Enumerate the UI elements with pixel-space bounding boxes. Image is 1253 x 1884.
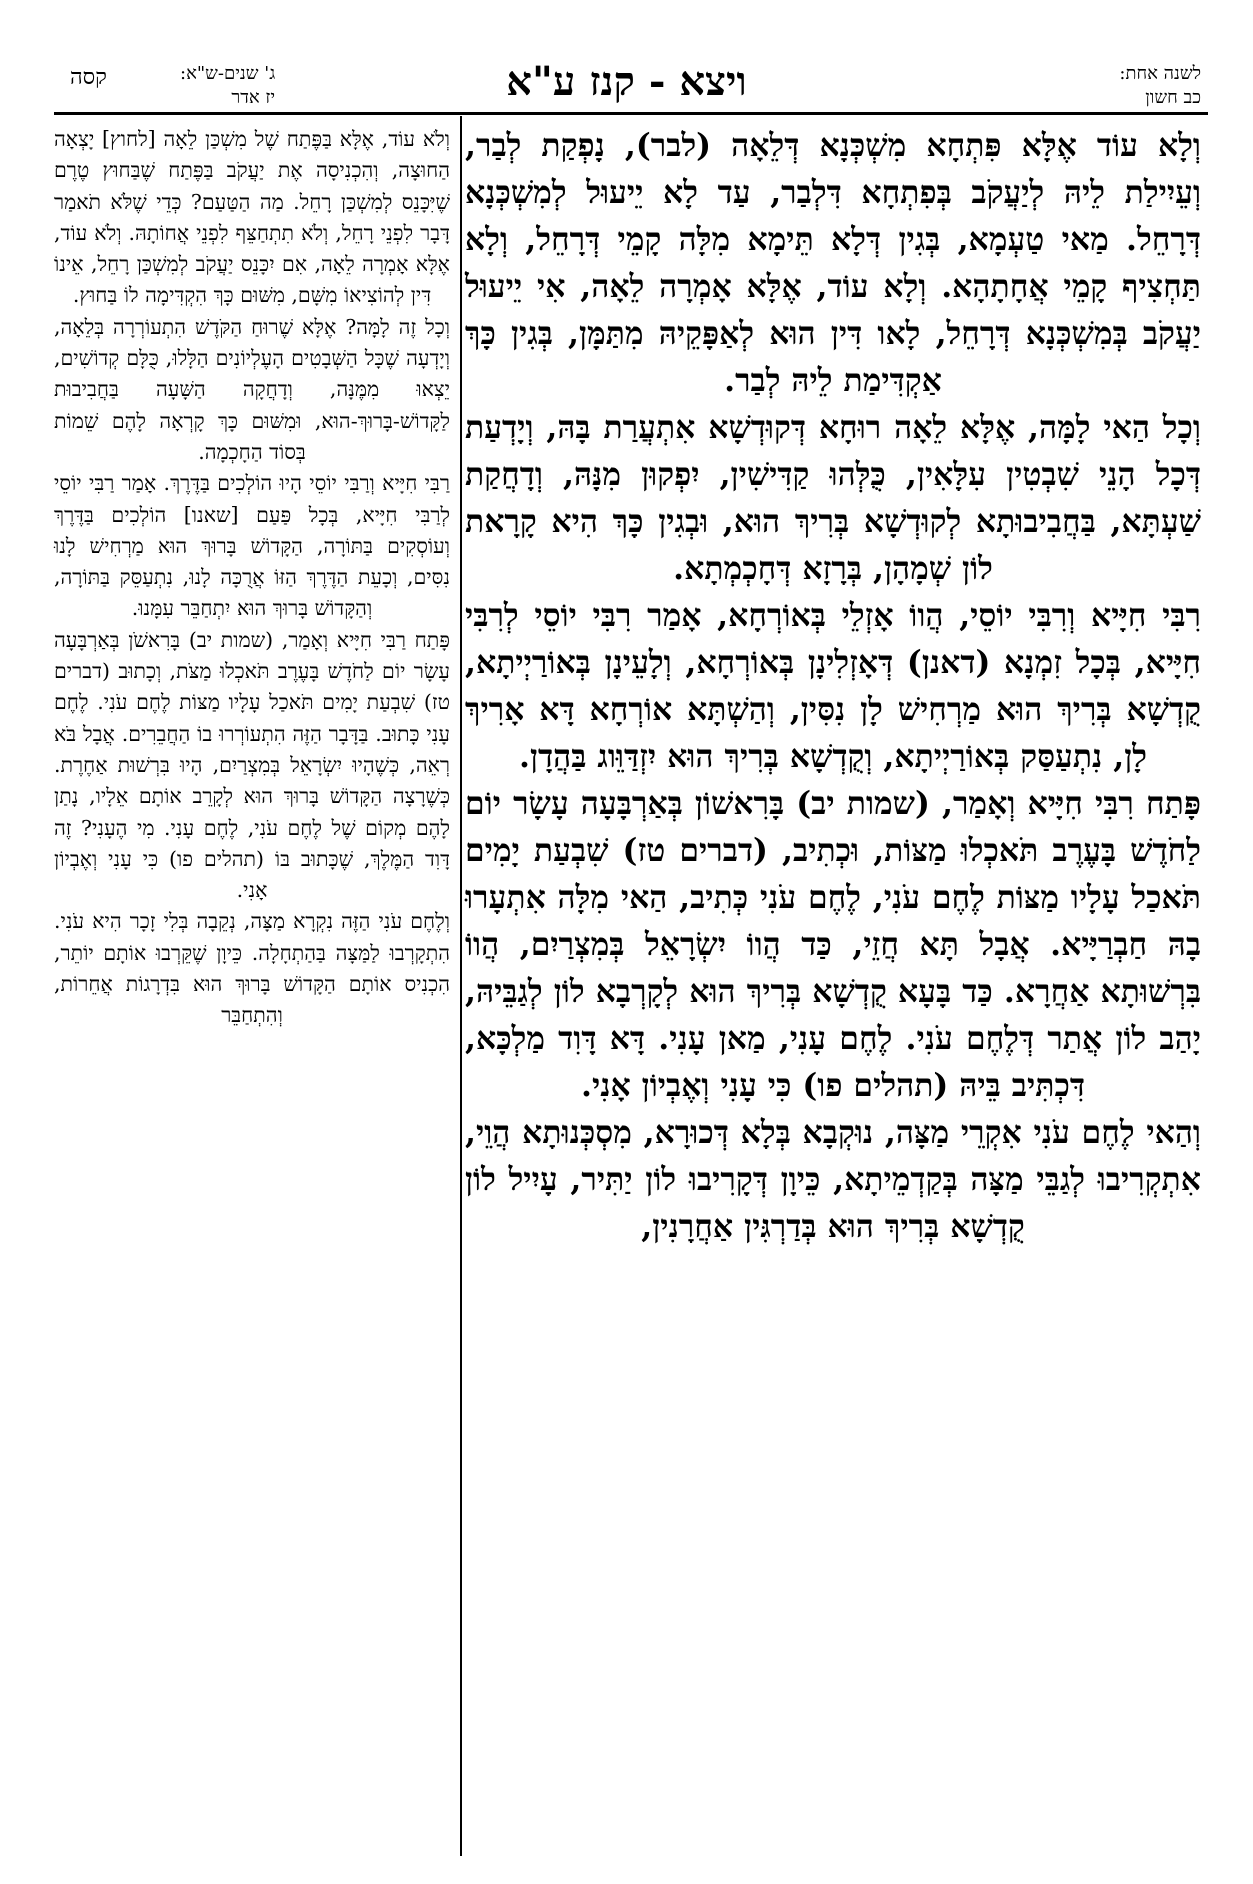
side-paragraph: פָּתַח רַבִּי חִיָּיא וְאָמַר, (שמות יב) בָּרִאשֹׁן בְּאַרְבָּעָה עָשָׂר יוֹם לַחֹדֶשׁ בָּעֶרֶב תֹּאכְלוּ מַצֹּת, וְכָתוּב (דברים טז) שִׁבְעַת יָמִים תֹּאכַל עָלָיו מַצּוֹת לֶחֶם עֹנִי. לֶחֶם עָנִי כָּתוּב. בַּדָּבָר הַזֶּה הִתְעוֹרְרוּ בוֹ הַחֲבֵרִים. אֲבָל בֹּא רְאֵה, כְּשֶׁהָיוּ יִשְׂרָאֵל בְּמִצְרַיִם, הָיוּ בִּרְשׁוּת אַחֶרֶת. כְּשֶׁרָצָה הַקָּדוֹשׁ בָּרוּךְ הוּא לְקָרֵב אוֹתָם אֵלָיו, נָתַן לָהֶם מְקוֹם שֶׁל לֶחֶם עֹנִי, לֶחֶם עָנִי. מִי הֶעָנִי? זֶה דָּוִד הַמֶּלֶךְ, שֶׁכָּתוּב בּוֹ (תהלים פו) כִּי עָנִי וְאֶבְיוֹן אָנִי.	[54, 627, 450, 903]
header-left-dates	[180, 62, 275, 110]
main-paragraph: רִבִּי חִיָּיא וְרִבִּי יוֹסֵי, הֲווֹ אָזְלֵי בְּאוֹרְחָא, אָמַר רִבִּי יוֹסֵי לְרִבִּי חִיָּיא, בְּכָל זִמְנָא (דאנן) דְּאָזְלִינָן בְּאוֹרְחָא, וְלָעֵינָן בְּאוֹרַיְיתָא, קֻדְשָׁא בְּרִיךְ הוּא מַרְחִישׁ לָן נִסִּין, וְהַשְׁתָּא אוֹרְחָא דָּא אָרִיךְ לָן, נִתְעַסַּק בְּאוֹרַיְיתָא, וְקֻדְשָׁא בְּרִיךְ הוּא יִזְדַּוֵּוג בַּהֲדָן.	[465, 597, 1201, 775]
main-paragraph: וְכָל הַאי לָמָּה, אֶלָּא לֵאָה רוּחָא דְּקוּדְשָׁא אִתְעֲרַת בָּהּ, וְיָדְעַת דְּכָל הָנֵי שִׁבְטִין עִלָּאִין, כֻּלְּהוּ קַדִּישִׁין, יִפְקוּן מִנָּהּ, וְדָחֲקַת שַׁעְתָּא, בַּחֲבִיבוּתָא לְקוּדְשָׁא בְּרִיךְ הוּא, וּבְגִין כָּךְ הִיא קָרָאת לוֹן שְׁמָהָן, בְּרָזָא דְּחָכְמְתָא.	[465, 409, 1201, 587]
header-rule	[54, 112, 1208, 115]
side-paragraph: וְכָל זֶה לָמָּה? אֶלָּא שֶׁרוּחַ הַקֹּדֶשׁ הִתְעוֹרְרָה בְּלֵאָה, וְיָדְעָה שֶׁכָּל הַשְּׁבָטִים הָעֶלְיוֹנִים הַלָּלוּ, כֻּלָּם קְדוֹשִׁים, יֵצְאוּ מִמֶּנָּה, וְדָחֲקָה הַשָּׁעָה בַּחֲבִיבוּת לַקָּדוֹשׁ-בָּרוּךְ-הוּא, וּמִשּׁוּם כָּךְ קָרְאָה לָהֶם שֵׁמוֹת בְּסוֹד הַחָכְמָה.	[54, 314, 450, 464]
main-paragraph: וְלָא עוֹד אֶלָּא פִּתְחָא מִשְׁכְּנָא דְּלֵאָה (לבר), נָפְקַת לְבַר, וְעֵיִילַת לֵיהּ לְיַעֲקֹב בְּפִתְחָא דִּלְבַר, עַד לָא יֵיעוּל לְמִשְׁכְּנָא דְּרָחֵל. מַאי טַעְמָא, בְּגִין דְּלָא תֵּימָא מִלָּה קָמֵי דְּרָחֵל, וְלָא תַּחְצִיף קָמֵי אֲחָתָהָא. וְלָא עוֹד, אֶלָּא אָמְרָה לֵאָה, אִי יֵיעוּל יַעֲקֹב בְּמִשְׁכְּנָא דְּרָחֵל, לָאו דִּין הוּא לְאַפָּקֵיהּ מִתַּמָּן, בְּגִין כָּךְ אַקְדִּימַת לֵיהּ לְבַר.	[465, 127, 1201, 399]
header-three-years-label: ג' שנים-ש"א:	[180, 63, 276, 84]
main-aramaic-column	[465, 122, 1201, 1250]
side-paragraph: וְלֶחֶם עֹנִי הַזֶּה נִקְרָא מַצָּה, נְקֵבָה בְּלִי זָכָר הִיא עֹנִי. הִתְקָרְבוּ לַמַּצָּה בַּהַתְחָלָה. כֵּיוָן שֶׁקֵּרְבוּ אוֹתָם יוֹתֵר, הִכְנִיס אוֹתָם הַקָּדוֹשׁ בָּרוּךְ הוּא בִּדְרָגוֹת אֲחֵרוֹת, וְהִתְחַבֵּר	[54, 909, 450, 1028]
page-folio: קסה	[70, 65, 107, 90]
header-one-year-date: כב חשון	[1145, 87, 1201, 108]
column-divider	[460, 116, 462, 1856]
side-paragraph: רַבִּי חִיָּיא וְרַבִּי יוֹסֵי הָיוּ הוֹלְכִים בַּדֶּרֶךְ. אָמַר רַבִּי יוֹסֵי לְרַבִּי חִיָּיא, בְּכָל פַּעַם [שאנו] הוֹלְכִים בַּדֶּרֶךְ וְעוֹסְקִים בַּתּוֹרָה, הַקָּדוֹשׁ בָּרוּךְ הוּא מַרְחִישׁ לָנוּ נִסִּים, וְכָעֵת הַדֶּרֶךְ הַזּוֹ אֲרֻכָּה לָנוּ, נִתְעַסֵּק בַּתּוֹרָה, וְהַקָּדוֹשׁ בָּרוּךְ הוּא יִתְחַבֵּר עִמָּנוּ.	[54, 471, 450, 621]
page-title: ויצא - קנז ע"א	[506, 58, 747, 105]
header-three-years-date: יז אדר	[231, 87, 276, 108]
page-header	[0, 58, 1253, 118]
header-one-year-label: לשנה אחת:	[1119, 63, 1201, 84]
main-paragraph: פָּתַח רִבִּי חִיָּיא וְאָמַר, (שמות יב) בָּרִאשׁוֹן בְּאַרְבָּעָה עָשָׂר יוֹם לַחֹדֶשׁ בָּעֶרֶב תֹּאכְלוּ מַצּוֹת, וּכְתִיב, (דברים טז) שִׁבְעַת יָמִים תֹּאכַל עָלָיו מַצּוֹת לֶחֶם עֹנִי, לֶחֶם עֹנִי כְּתִיב, הַאי מִלָּה אִתְעָרוּ בָהּ חַבְרַיָּיא. אֲבָל תָּא חֲזֵי, כַּד הֲווֹ יִשְׂרָאֵל בְּמִצְרַיִם, הֲווֹ בִּרְשׁוּתָא אַחֲרָא. כַּד בָּעָא קֻדְשָׁא בְּרִיךְ הוּא לְקָרְבָא לוֹן לְגַבֵּיהּ, יָהַב לוֹן אֲתַר דְּלֶחֶם עֹנִי. לֶחֶם עָנִי, מַאן עָנִי. דָּא דָּוִד מַלְכָּא, דִּכְתִּיב בֵּיהּ (תהלים פו) כִּי עָנִי וְאֶבְיוֹן אָנִי.	[465, 785, 1201, 1104]
side-hebrew-translation-column	[54, 124, 450, 1032]
main-paragraph: וְהַאי לֶחֶם עֹנִי אִקְרֵי מַצָּה, נוּקְבָא בְּלָא דְּכוּרָא, מִסְכְּנוּתָא הֲוֵי, אִתְקְרִיבוּ לְגַבֵּי מַצָּה בְּקַדְמֵיתָא, כֵּיוָן דְּקָרִיבוּ לוֹן יַתִּיר, עָיִיל לוֹן קֻדְשָׁא בְּרִיךְ הוּא בְּדַרְגִּין אַחֲרָנִין,	[465, 1114, 1201, 1245]
side-paragraph: וְלֹא עוֹד, אֶלָּא בַּפֶּתַח שֶׁל מִשְׁכַּן לֵאָה [לחוץ] יָצְאָה הַחוּצָה, וְהִכְנִיסָה אֶת יַעֲקֹב בַּפֶּתַח שֶׁבַּחוּץ טֶרֶם שֶׁיִּכָּנֵס לְמִשְׁכַּן רָחֵל. מַה הַטַּעַם? כְּדֵי שֶׁלֹּא תֹאמַר דָּבָר לִפְנֵי רָחֵל, וְלֹא תִתְחַצֵּף לִפְנֵי אֲחוֹתָהּ. וְלֹא עוֹד, אֶלָּא אָמְרָה לֵאָה, אִם יִכָּנֵס יַעֲקֹב לְמִשְׁכַּן רָחֵל, אֵינוֹ דִּין לְהוֹצִיאוֹ מִשָּׁם, מִשּׁוּם כָּךְ הִקְדִּימָה לוֹ בַּחוּץ.	[54, 127, 450, 308]
